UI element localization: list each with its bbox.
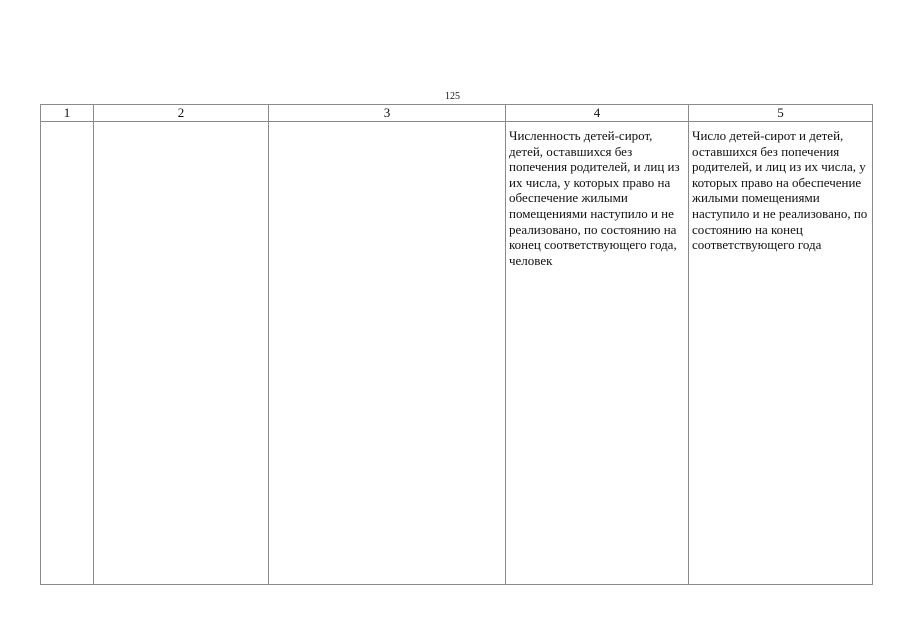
- cell-text-col2: [94, 122, 268, 128]
- table-cell-col2: [94, 122, 269, 585]
- table-row: [41, 122, 873, 585]
- cell-text-col1: [41, 122, 93, 128]
- table-cell-col4: [506, 122, 689, 585]
- column-header-2: 2: [94, 105, 269, 122]
- cell-text-col3: [269, 122, 505, 128]
- table-cell-col5: [689, 122, 873, 585]
- table-header-row: [41, 105, 873, 122]
- table-cell-col1: [41, 122, 94, 585]
- table-cell-col3: [269, 122, 506, 585]
- cell-text-col4: Численность детей-сирот, детей, оставшихся без попечения родителей, и лиц из их числа, у которых право на обеспечение жилыми помещениями наступило и не реализовано, по состоянию на конец соответствующего года, человек: [509, 128, 680, 268]
- column-header-4: 4: [506, 105, 689, 122]
- column-header-5: 5: [689, 105, 873, 122]
- cell-text-col5: Число детей-сирот и детей, оставшихся без попечения родителей, и лиц из их числа, у которых право на обеспечение жилыми помещениями наступило и не реализовано, по состоянию на конец соответствующего года: [692, 128, 868, 253]
- indicator-table: [40, 104, 873, 585]
- column-header-3: 3: [269, 105, 506, 122]
- page-number: 125: [445, 91, 460, 102]
- column-header-1: 1: [41, 105, 94, 122]
